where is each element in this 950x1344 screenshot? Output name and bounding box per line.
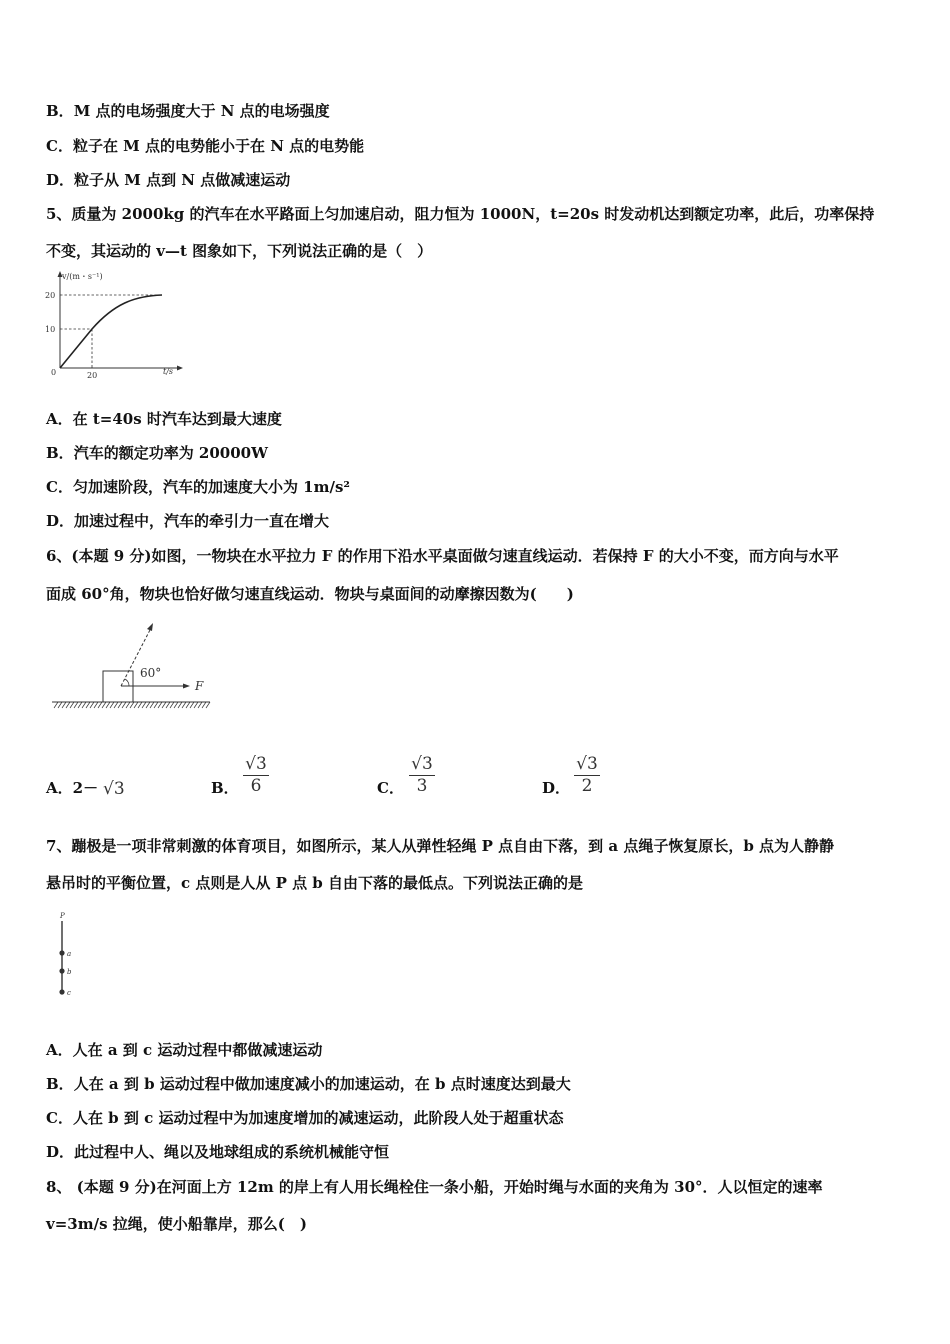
x-axis-arrow-icon xyxy=(177,366,183,371)
q6-option-c: C． xyxy=(377,779,404,797)
q5-option-c xyxy=(46,477,350,497)
force-arrow-icon xyxy=(183,684,190,689)
option-label: D． xyxy=(46,1143,75,1161)
q5-option-a xyxy=(46,409,282,429)
q8-stem-line2: v=3m/s 拉绳，使小船靠岸，那么( ) xyxy=(46,1215,307,1233)
option-label: B． xyxy=(46,102,74,120)
q6-option-d-fraction xyxy=(574,754,600,796)
denominator: 2 xyxy=(574,775,600,796)
option-text: 匀加速阶段，汽车的加速度大小为 1m/s² xyxy=(72,478,350,496)
point-p-label: P xyxy=(60,912,65,920)
option-text: 加速过程中，汽车的牵引力一直在增大 xyxy=(74,512,330,530)
option-text: 在 t=40s 时汽车达到最大速度 xyxy=(72,410,282,428)
option-label: C． xyxy=(46,1109,73,1127)
q7-bungee-figure xyxy=(52,908,82,1000)
option-label: A． xyxy=(46,779,73,797)
numerator: √3 xyxy=(245,754,267,774)
q7-stem-line1: 7、蹦极是一项非常刺激的体育项目，如图所示，某人从弹性轻绳 P 点自由下落，到 a 点绳子恢复原长，b 点为人静静 xyxy=(46,837,835,855)
point-c-label: c xyxy=(67,989,71,997)
option-label: A． xyxy=(46,410,73,428)
q6-option-d: D． xyxy=(542,779,571,797)
q6-block-figure xyxy=(46,616,216,714)
q5-option-b xyxy=(46,443,268,463)
origin-label: 0 xyxy=(51,368,57,377)
option-label: D． xyxy=(46,171,75,189)
vt-curve xyxy=(60,295,162,368)
option-text: 人在 a 到 b 运动过程中做加速度减小的加速运动，在 b 点时速度达到最大 xyxy=(73,1075,571,1093)
denominator: 6 xyxy=(243,775,269,796)
option-text: 人在 b 到 c 运动过程中为加速度增加的减速运动，此阶段人处于超重状态 xyxy=(72,1109,564,1127)
option-label: C． xyxy=(46,478,73,496)
q5-stem-line1: 5、质量为 2000kg 的汽车在水平路面上匀加速启动，阻力恒为 1000N，t=20s 时发动机达到额定功率，此后，功率保持 xyxy=(46,205,875,223)
option-text: 粒子从 M 点到 N 点做减速运动 xyxy=(74,171,291,189)
point-c xyxy=(59,989,64,994)
q5-stem-line2: 不变，其运动的 v—t 图象如下，下列说法正确的是（ ） xyxy=(46,242,433,260)
q7-option-d xyxy=(46,1142,389,1162)
y-tick-10: 10 xyxy=(45,325,56,334)
q6-option-a xyxy=(46,777,98,798)
y-tick-20: 20 xyxy=(45,291,56,300)
option-text: 人在 a 到 c 运动过程中都做减速运动 xyxy=(72,1041,323,1059)
x-tick-20: 20 xyxy=(87,371,98,380)
option-text: 此过程中人、绳以及地球组成的系统机械能守恒 xyxy=(74,1143,390,1161)
angle-label: 60° xyxy=(140,666,162,680)
option-label: C． xyxy=(46,137,73,155)
q6-stem-line2: 面成 60°角，物块也恰好做匀速直线运动．物块与桌面间的动摩擦因数为( ) xyxy=(46,585,574,603)
q6-option-a-sqrt: √3 xyxy=(103,779,125,799)
point-a-label: a xyxy=(67,950,72,958)
option-label: A． xyxy=(46,1041,73,1059)
point-b-label: b xyxy=(67,968,72,976)
option-label: B． xyxy=(46,444,74,462)
point-b xyxy=(59,968,64,973)
q6-option-b-fraction xyxy=(243,754,269,796)
option-label: D． xyxy=(46,512,75,530)
q5-option-d xyxy=(46,511,329,531)
option-text: 粒子在 M 点的电势能小于在 N 点的电势能 xyxy=(72,137,365,155)
inclined-arrow-icon xyxy=(147,623,153,631)
point-a xyxy=(59,950,64,955)
x-axis-label: t/s xyxy=(163,367,174,376)
q6-option-c-fraction xyxy=(409,754,435,796)
q7-option-a xyxy=(46,1040,322,1060)
y-axis-label: v/(m・s⁻¹) xyxy=(62,272,103,281)
q8-stem-line1: 8、 (本题 9 分)在河面上方 12m 的岸上有人用长绳栓住一条小船，开始时绳与水面的夹角为 30°．人以恒定的速率 xyxy=(46,1178,823,1196)
q7-option-b xyxy=(46,1074,571,1094)
q4-option-c xyxy=(46,136,364,156)
numerator: √3 xyxy=(411,754,433,774)
q4-option-b xyxy=(46,101,330,121)
q5-vt-graph xyxy=(42,268,192,380)
q6-option-b: B． xyxy=(211,779,239,797)
q6-stem-line1: 6、(本题 9 分)如图，一物块在水平拉力 F 的作用下沿水平桌面做匀速直线运动．若保持 F 的大小不变，而方向与水平 xyxy=(46,547,839,565)
option-text: M 点的电场强度大于 N 点的电场强度 xyxy=(73,102,330,120)
force-label: F xyxy=(195,679,204,693)
ground-hatch xyxy=(54,702,210,708)
option-label: B． xyxy=(46,1075,74,1093)
q4-option-d xyxy=(46,170,290,190)
option-text: 汽车的额定功率为 20000W xyxy=(73,444,268,462)
q7-option-c xyxy=(46,1108,563,1128)
q7-stem-line2: 悬吊时的平衡位置，c 点则是人从 P 点 b 自由下落的最低点。下列说法正确的是 xyxy=(46,874,584,892)
numerator: √3 xyxy=(576,754,598,774)
option-text: 2－ xyxy=(72,779,99,797)
denominator: 3 xyxy=(409,775,435,796)
